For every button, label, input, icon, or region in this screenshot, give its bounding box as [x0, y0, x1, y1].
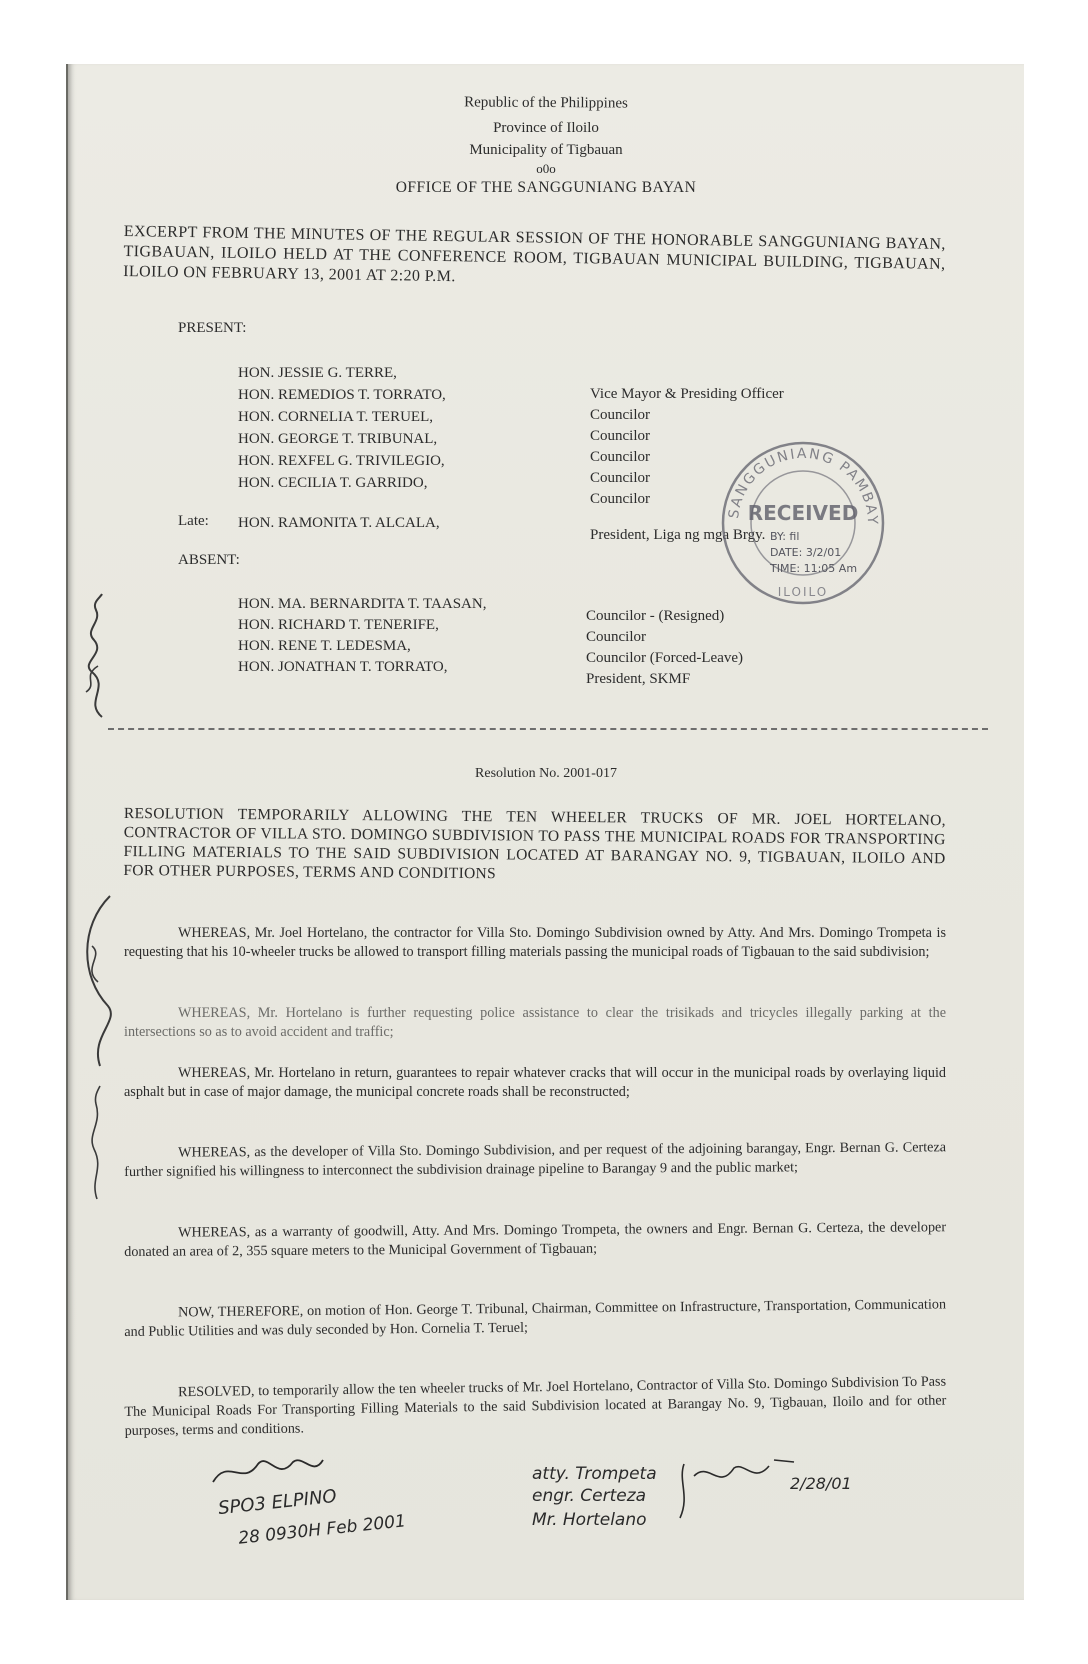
- handwritten-copy-1: atty. Trompeta: [532, 1464, 657, 1484]
- handwritten-receiver-name: SPO3 ELPINO: [217, 1485, 338, 1520]
- paragraph-6-text: NOW, THEREFORE, on motion of Hon. George T. Tribunal, Chairman, Committee on Infrastructure, Transportation, Communication and Public Utilities and was duly seconded by Hon. Cornelia T. Teruel;: [124, 1296, 947, 1340]
- absent-names: [238, 594, 486, 678]
- paragraph-3-text: WHEREAS, Mr. Hortelano in return, guarantees to repair whatever cracks that will occur in the municipal roads by overlaying liquid asphalt but in case of major damage, the municipal concrete roads shall be reconstructed;: [124, 1065, 946, 1100]
- excerpt-text: EXCERPT FROM THE MINUTES OF THE REGULAR SESSION OF THE HONORABLE SANGGUNIANG BAYAN, TIGBAUAN, ILOILO HELD AT THE CONFERENCE ROOM, TIGBAUAN MUNICIPAL BUILDING, TIGBAUAN, ILOILO ON FEBRUARY 13, 2001 AT 2:20 P.M.: [123, 222, 946, 286]
- stamp-received: RECEIVED: [747, 501, 859, 525]
- header-office: OFFICE OF THE SANGGUNIANG BAYAN: [395, 179, 697, 196]
- resolved-paragraph: [124, 1373, 947, 1441]
- whereas-paragraph-4: [124, 1138, 946, 1182]
- whereas-paragraph-5: [124, 1218, 946, 1262]
- header-province: Province of Iloilo: [493, 120, 599, 136]
- stamp-date: DATE: 3/2/01: [770, 546, 842, 559]
- present-name-4: HON. GEORGE T. TRIBUNAL,: [238, 431, 438, 447]
- paragraph-4-text: WHEREAS, as the developer of Villa Sto. Domingo Subdivision, and per request of the adjoining barangay, Engr. Bernan G. Certeza further signified his willingness to interconnect the subdivision drainage pipeline to Barangay 9 and the public market;: [124, 1139, 947, 1180]
- present-name-3: HON. CORNELIA T. TERUEL,: [238, 409, 433, 425]
- late-role: President, Liga ng mga Brgy.: [590, 527, 766, 543]
- letterhead: [68, 92, 1024, 199]
- bottom-signature-icon: [208, 1452, 328, 1492]
- margin-scribble-icon: [82, 1084, 112, 1204]
- paragraph-1-text: WHEREAS, Mr. Joel Hortelano, the contractor for Villa Sto. Domingo Subdivision owned by Atty. And Mrs. Domingo Trompeta is requesting that his 10-wheeler trucks be allowed to transport filling materials passing the municipal roads of Tigbauan to the said subdivision;: [124, 925, 946, 960]
- absent-roles: [586, 606, 743, 690]
- paragraph-5-text: WHEREAS, as a warranty of goodwill, Atty. And Mrs. Domingo Trompeta, the owners and Engr. Bernan G. Certeza, the developer donated an area of 2, 355 square meters to the Municipal Government of Tigbauan;: [124, 1219, 947, 1260]
- present-name-5: HON. REXFEL G. TRIVILEGIO,: [238, 453, 445, 469]
- late-label: Late:: [178, 513, 209, 529]
- absent-role-2: Councilor: [586, 629, 646, 645]
- paragraph-7-text: RESOLVED, to temporarily allow the ten wheeler trucks of Mr. Joel Hortelano, Contractor of Villa Sto. Domingo Subdivision To Pass The Municipal Roads For Transporting Filling Materials to the said Subdivision located at Barangay No. 9, Tigbauan, Iloilo and for other purposes, terms and conditions.: [124, 1373, 947, 1439]
- present-role-1: Vice Mayor & Presiding Officer: [590, 386, 784, 402]
- absent-role-4: President, SKMF: [586, 671, 691, 687]
- margin-initials-icon: [70, 886, 130, 1086]
- stamp-by: BY: fil: [770, 530, 800, 543]
- stamp-top-text: SANGGUNIANG PAMBAY: [726, 445, 881, 526]
- stamp-ring-icon: [718, 438, 888, 608]
- handwritten-receiver-time: 28 0930H Feb 2001: [237, 1511, 407, 1549]
- resolution-title: RESOLUTION TEMPORARILY ALLOWING THE TEN WHEELER TRUCKS OF MR. JOEL HORTELANO, CONTRACTOR OF VILLA STO. DOMINGO SUBDIVISION TO PASS THE MUNICIPAL ROADS FOR TRANSPORTING FILLING MATERIALS TO THE SAID SUBDIVISION LOCATED AT BARANGAY NO. 9, TIGBAUAN, ILOILO AND FOR OTHER PURPOSES, TERMS AND CONDITIONS: [123, 804, 946, 883]
- present-role-5: Councilor: [590, 470, 650, 486]
- whereas-paragraph-1: [124, 924, 946, 962]
- present-names: [238, 362, 446, 494]
- present-role-3: Councilor: [590, 428, 650, 444]
- margin-signature-icon: [72, 592, 118, 722]
- whereas-paragraph-2: [124, 1004, 946, 1042]
- present-role-2: Councilor: [590, 407, 650, 423]
- handwritten-copy-2: engr. Certeza: [532, 1486, 647, 1506]
- bracket-signature-icon: [674, 1456, 804, 1526]
- absent-role-1: Councilor - (Resigned): [586, 608, 725, 624]
- header-ornament: o0o: [536, 161, 556, 176]
- present-name-2: HON. REMEDIOS T. TORRATO,: [238, 387, 446, 403]
- present-label: PRESENT:: [178, 320, 247, 336]
- now-therefore-paragraph: [124, 1295, 946, 1342]
- stamp-bottom: ILOILO: [777, 585, 829, 599]
- section-divider: [108, 728, 988, 730]
- present-name-1: HON. JESSIE G. TERRE,: [238, 365, 397, 381]
- paragraph-2-text: WHEREAS, Mr. Hortelano is further requesting police assistance to clear the trisikads and tricycles illegally parking at the intersections so as to avoid accident and traffic;: [124, 1005, 946, 1040]
- resolution-number: Resolution No. 2001-017: [475, 766, 617, 781]
- present-role-4: Councilor: [590, 449, 650, 465]
- present-name-6: HON. CECILIA T. GARRIDO,: [238, 475, 428, 491]
- received-stamp: [718, 438, 888, 608]
- header-municipality: Municipality of Tigbauan: [469, 142, 623, 158]
- late-name: HON. RAMONITA T. ALCALA,: [238, 515, 440, 531]
- absent-name-1: HON. MA. BERNARDITA T. TAASAN,: [238, 596, 487, 612]
- header-republic: Republic of the Philippines: [464, 94, 628, 112]
- document-page: [66, 64, 1024, 1600]
- absent-role-3: Councilor (Forced-Leave): [586, 650, 744, 666]
- handwritten-copy-3: Mr. Hortelano: [532, 1510, 647, 1530]
- absent-name-2: HON. RICHARD T. TENERIFE,: [238, 617, 439, 633]
- absent-label: ABSENT:: [178, 552, 240, 568]
- absent-name-4: HON. JONATHAN T. TORRATO,: [238, 659, 448, 675]
- stamp-time: TIME: 11:05 Am: [770, 562, 858, 575]
- handwritten-date: 2/28/01: [790, 1474, 852, 1493]
- whereas-paragraph-3: [124, 1064, 946, 1102]
- absent-name-3: HON. RENE T. LEDESMA,: [238, 638, 411, 654]
- present-role-6: Councilor: [590, 491, 650, 507]
